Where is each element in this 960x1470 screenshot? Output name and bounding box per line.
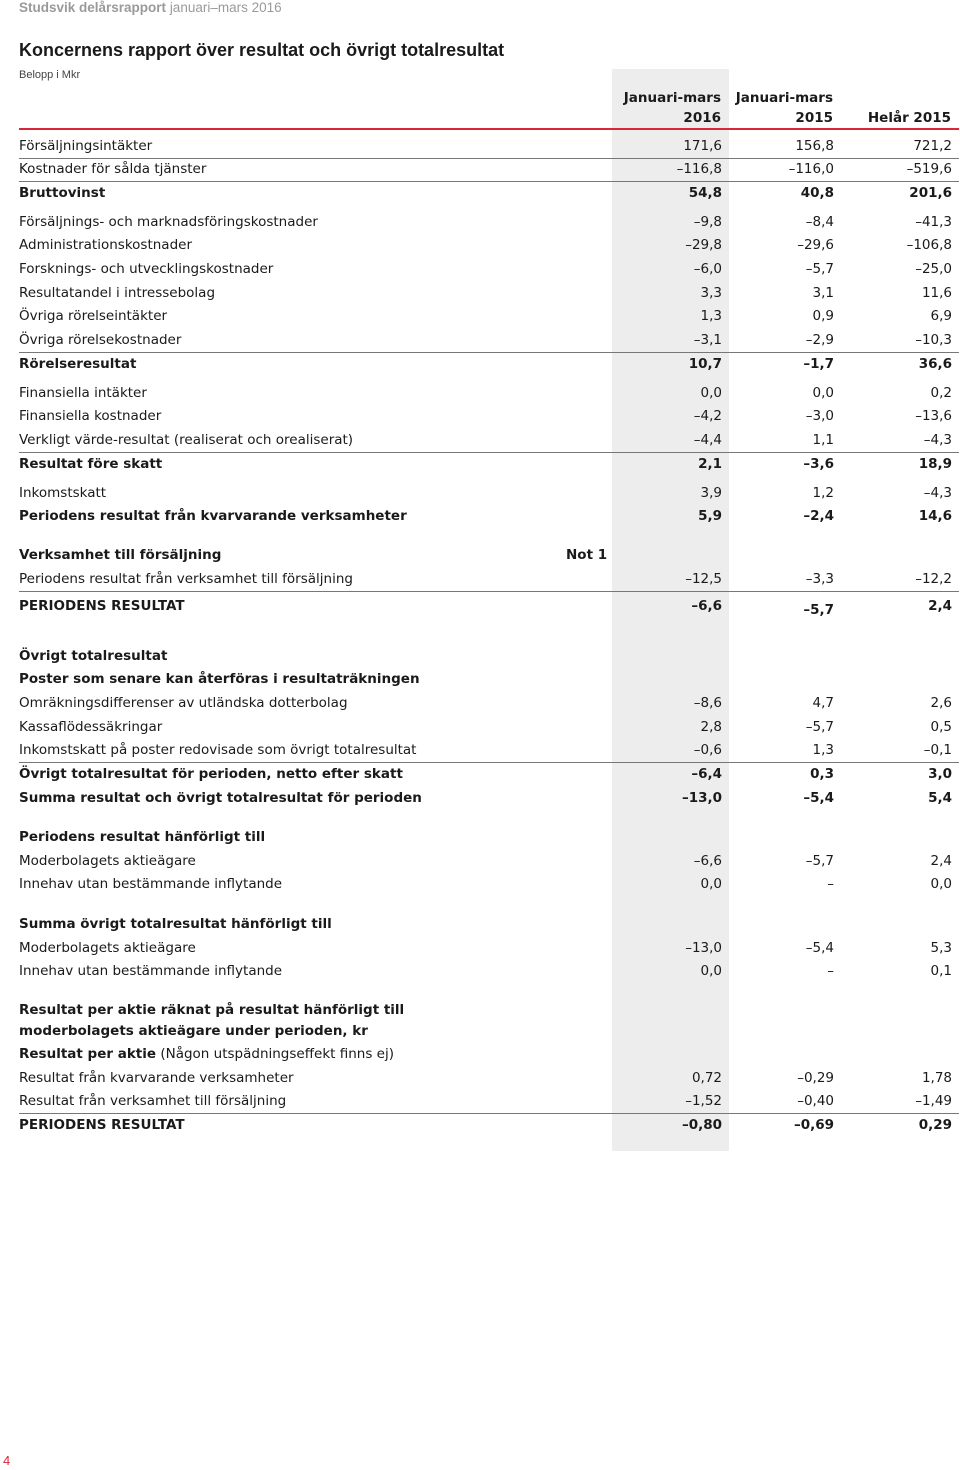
row-label-text: Försäljnings- och marknadsföringskostnader (19, 214, 318, 230)
col-header-q1-2016-line1: Januari-mars (623, 90, 721, 106)
table-row (19, 505, 959, 527)
header-company: Studsvik delårsrapport (19, 0, 167, 15)
value-fy-2015: 5,3 (930, 940, 952, 956)
value-q1-2016: –9,8 (693, 214, 722, 230)
value-q1-2016: 171,6 (683, 138, 722, 154)
value-fy-2015: 14,6 (918, 508, 952, 524)
row-label-text: Övrigt totalresultat (19, 648, 168, 664)
row-label (19, 305, 167, 327)
row-label-text: Resultat före skatt (19, 456, 163, 472)
table-row (19, 1043, 959, 1065)
table-row (19, 1114, 959, 1136)
row-label (19, 544, 221, 566)
col-header-q1-2015-line2: 2015 (795, 110, 833, 126)
row-label-text: Poster som senare kan återföras i resultaträkningen (19, 671, 420, 687)
table-row (19, 1067, 959, 1089)
table-row (19, 692, 959, 714)
col-header-q1-2016-line2: 2016 (683, 110, 721, 126)
row-label (19, 182, 105, 204)
value-q1-2016: –6,0 (693, 261, 722, 277)
value-q1-2015: –3,3 (805, 571, 834, 587)
table-row (19, 158, 959, 180)
value-q1-2016: –6,6 (693, 853, 722, 869)
value-fy-2015: –0,1 (923, 742, 952, 758)
table-row (19, 787, 959, 809)
value-q1-2015: – (827, 876, 834, 892)
value-q1-2015: –0,29 (797, 1070, 834, 1086)
value-q1-2016: 2,1 (698, 456, 722, 472)
row-label-text: Summa övrigt totalresultat hänförligt till (19, 916, 332, 932)
row-label-text: Resultatandel i intressebolag (19, 285, 216, 301)
row-label-text: Resultat från kvarvarande verksamheter (19, 1070, 294, 1086)
row-label-text: Forsknings- och utvecklingskostnader (19, 261, 274, 277)
row-label (19, 1020, 368, 1042)
value-fy-2015: 18,9 (918, 456, 952, 472)
row-label (19, 1043, 394, 1065)
row-label-text: Kostnader för sålda tjänster (19, 161, 207, 177)
page-number: 4 (3, 1453, 11, 1468)
row-label-text: Inkomstskatt på poster redovisade som övrigt totalresultat (19, 742, 417, 758)
value-fy-2015: –12,2 (915, 571, 952, 587)
row-label (19, 960, 282, 982)
row-label-text: Övriga rörelsekostnader (19, 332, 182, 348)
value-q1-2016: –12,5 (685, 571, 722, 587)
col-header-fy-2015-line2: Helår 2015 (867, 110, 951, 126)
value-q1-2015: 1,1 (812, 432, 834, 448)
value-fy-2015: 0,2 (930, 385, 952, 401)
table-row (19, 305, 959, 327)
row-label-text: Summa resultat och övrigt totalresultat för perioden (19, 790, 422, 806)
value-fy-2015: 1,78 (921, 1070, 952, 1086)
table-row (19, 1090, 959, 1112)
row-label (19, 1114, 185, 1136)
table-row (19, 544, 959, 566)
table-row (19, 873, 959, 895)
table-row (19, 999, 959, 1021)
value-q1-2015: 1,3 (812, 742, 834, 758)
value-q1-2015: –0,40 (797, 1093, 834, 1109)
value-q1-2016: –4,2 (693, 408, 722, 424)
value-fy-2015: –41,3 (915, 214, 952, 230)
row-label-text: Rörelseresultat (19, 356, 137, 372)
row-label (19, 645, 167, 667)
table-row (19, 482, 959, 504)
table-row (19, 568, 959, 590)
report-header (19, 0, 282, 15)
value-fy-2015: 0,5 (930, 719, 952, 735)
value-q1-2016: –0,80 (681, 1117, 722, 1133)
value-q1-2016: 0,0 (700, 385, 722, 401)
row-label (19, 787, 422, 809)
row-label-text: Inkomstskatt (19, 485, 107, 501)
value-q1-2015: 0,3 (810, 766, 834, 782)
value-q1-2016: –0,6 (693, 742, 722, 758)
row-label (19, 1067, 294, 1089)
value-q1-2016: –6,6 (691, 598, 722, 614)
value-q1-2016: 0,0 (700, 963, 722, 979)
value-q1-2015: –5,4 (803, 790, 834, 806)
row-label-text: Innehav utan bestämmande inflytande (19, 876, 283, 892)
value-fy-2015: 0,0 (930, 876, 952, 892)
value-q1-2016: –29,8 (685, 237, 722, 253)
row-label (19, 716, 162, 738)
value-fy-2015: –519,6 (906, 161, 952, 177)
row-label-text: Bruttovinst (19, 185, 106, 201)
value-q1-2015: –5,7 (805, 719, 834, 735)
value-fy-2015: 36,6 (918, 356, 952, 372)
value-fy-2015: 0,29 (918, 1117, 952, 1133)
table-row (19, 353, 959, 375)
table-row (19, 668, 959, 690)
value-q1-2016: –1,52 (685, 1093, 722, 1109)
value-q1-2015: 156,8 (795, 138, 834, 154)
table-row (19, 258, 959, 280)
header-period: januari–mars 2016 (169, 0, 282, 15)
value-q1-2015: –0,69 (793, 1117, 834, 1133)
row-label-text: Administrationskostnader (19, 237, 192, 253)
value-q1-2015: – (827, 963, 834, 979)
table-row (19, 937, 959, 959)
value-q1-2015: –29,6 (797, 237, 834, 253)
value-fy-2015: 3,0 (928, 766, 952, 782)
row-label (19, 482, 106, 504)
row-label-text: Finansiella kostnader (19, 408, 162, 424)
value-q1-2016: –13,0 (681, 790, 722, 806)
row-label-text: Moderbolagets aktieägare (19, 940, 196, 956)
value-fy-2015: 0,1 (930, 963, 952, 979)
value-q1-2016: 2,8 (700, 719, 722, 735)
table-row (19, 182, 959, 204)
value-q1-2016: 0,0 (700, 876, 722, 892)
value-q1-2015: –3,6 (803, 456, 834, 472)
value-q1-2015: –3,0 (805, 408, 834, 424)
table-row (19, 960, 959, 982)
row-label-text: Övrigt totalresultat för perioden, netto efter skatt (19, 766, 403, 782)
row-label-text: Övriga rörelseintäkter (19, 308, 168, 324)
row-label-text: Moderbolagets aktieägare (19, 853, 196, 869)
value-fy-2015: –4,3 (923, 432, 952, 448)
row-label (19, 1090, 286, 1112)
row-label-text: Verkligt värde-resultat (realiserat och orealiserat) (19, 432, 354, 448)
row-label (19, 913, 332, 935)
value-fy-2015: –25,0 (915, 261, 952, 277)
value-fy-2015: 201,6 (909, 185, 952, 201)
value-q1-2016: –8,6 (693, 695, 722, 711)
value-q1-2015: –5,7 (803, 602, 834, 618)
header-divider (19, 128, 959, 130)
value-fy-2015: 11,6 (921, 285, 952, 301)
value-fy-2015: 2,4 (930, 853, 952, 869)
table-row (19, 850, 959, 872)
page-title: Koncernens rapport över resultat och övrigt totalresultat (19, 40, 505, 60)
row-label (19, 429, 353, 451)
value-q1-2016: –116,8 (676, 161, 722, 177)
value-q1-2015: 0,9 (812, 308, 834, 324)
value-q1-2016: –13,0 (685, 940, 722, 956)
value-q1-2015: 4,7 (812, 695, 834, 711)
table-row (19, 1020, 959, 1042)
value-q1-2016: –3,1 (693, 332, 722, 348)
row-label (19, 453, 162, 475)
value-fy-2015: –1,49 (915, 1093, 952, 1109)
value-fy-2015: 2,4 (928, 598, 952, 614)
value-q1-2016: 10,7 (688, 356, 722, 372)
value-q1-2015: –116,0 (788, 161, 834, 177)
value-q1-2015: 3,1 (812, 285, 834, 301)
table-row (19, 826, 959, 848)
row-label (19, 999, 404, 1021)
value-fy-2015: 6,9 (930, 308, 952, 324)
row-label (19, 158, 206, 180)
value-fy-2015: –4,3 (923, 485, 952, 501)
row-label-text: Omräkningsdifferenser av utländska dotterbolag (19, 695, 348, 711)
row-label (19, 258, 273, 280)
row-label (19, 353, 136, 375)
row-label (19, 763, 403, 785)
value-fy-2015: –10,3 (915, 332, 952, 348)
row-label (19, 692, 348, 714)
table-row (19, 716, 959, 738)
value-q1-2015: –2,4 (803, 508, 834, 524)
value-fy-2015: –106,8 (906, 237, 952, 253)
table-row (19, 645, 959, 667)
table-row (19, 282, 959, 304)
row-label-text: Resultat per aktie (19, 1046, 157, 1062)
table-row (19, 234, 959, 256)
value-q1-2015: –1,7 (803, 356, 834, 372)
value-q1-2015: –5,7 (805, 261, 834, 277)
value-fy-2015: –13,6 (915, 408, 952, 424)
col-header-q1-2015-line1: Januari-mars (735, 90, 833, 106)
value-q1-2016: 3,3 (700, 285, 722, 301)
row-label-text: Periodens resultat från kvarvarande verksamheter (19, 508, 407, 524)
row-label (19, 595, 185, 617)
row-label-text: Innehav utan bestämmande inflytande (19, 963, 283, 979)
value-q1-2016: 1,3 (700, 308, 722, 324)
value-fy-2015: 5,4 (928, 790, 952, 806)
row-label (19, 826, 265, 848)
row-label (19, 668, 420, 690)
value-q1-2016: 5,9 (698, 508, 722, 524)
row-label-text: PERIODENS RESULTAT (19, 598, 185, 614)
row-label-text: Försäljningsintäkter (19, 138, 153, 154)
table-row (19, 763, 959, 785)
row-label-text: Periodens resultat från verksamhet till försäljning (19, 571, 353, 587)
row-label-text: Finansiella intäkter (19, 385, 147, 401)
table-row (19, 595, 959, 617)
row-label-text: Verksamhet till försäljning (19, 547, 222, 563)
row-label-text: moderbolagets aktieägare under perioden, kr (19, 1023, 368, 1039)
row-label (19, 873, 282, 895)
value-q1-2016: 3,9 (700, 485, 722, 501)
row-label (19, 234, 192, 256)
table-row (19, 211, 959, 233)
value-q1-2015: –5,4 (805, 940, 834, 956)
table-row (19, 429, 959, 451)
amount-unit-note: Belopp i Mkr (19, 69, 81, 81)
row-label (19, 568, 353, 590)
row-label (19, 211, 318, 233)
table-row (19, 405, 959, 427)
value-q1-2015: 0,0 (812, 385, 834, 401)
value-q1-2016: –4,4 (693, 432, 722, 448)
row-label (19, 329, 181, 351)
table-row (19, 453, 959, 475)
table-row (19, 135, 959, 157)
table-row (19, 382, 959, 404)
row-label-suffix: (Någon utspädningseffekt finns ej) (156, 1046, 394, 1062)
value-q1-2016: 0,72 (691, 1070, 722, 1086)
row-label (19, 405, 161, 427)
value-q1-2015: –8,4 (805, 214, 834, 230)
table-row (19, 329, 959, 351)
row-label (19, 739, 416, 761)
row-label-text: Resultat per aktie räknat på resultat hänförligt till (19, 1002, 405, 1018)
value-q1-2015: –2,9 (805, 332, 834, 348)
row-label-text: PERIODENS RESULTAT (19, 1117, 185, 1133)
row-label (19, 937, 196, 959)
value-q1-2015: 40,8 (800, 185, 834, 201)
value-fy-2015: 721,2 (913, 138, 952, 154)
table-row (19, 913, 959, 935)
value-q1-2015: 1,2 (812, 485, 834, 501)
value-q1-2016: 54,8 (688, 185, 722, 201)
row-label (19, 382, 147, 404)
value-q1-2016: –6,4 (691, 766, 722, 782)
note-reference: Not 1 (566, 547, 608, 563)
value-fy-2015: 2,6 (930, 695, 952, 711)
row-label (19, 850, 196, 872)
row-label-text: Resultat från verksamhet till försäljning (19, 1093, 287, 1109)
row-label (19, 282, 215, 304)
row-label-text: Kassaflödessäkringar (19, 719, 163, 735)
row-label-text: Periodens resultat hänförligt till (19, 829, 266, 845)
value-q1-2015: –5,7 (805, 853, 834, 869)
row-label (19, 505, 407, 527)
table-row (19, 739, 959, 761)
row-label (19, 135, 152, 157)
